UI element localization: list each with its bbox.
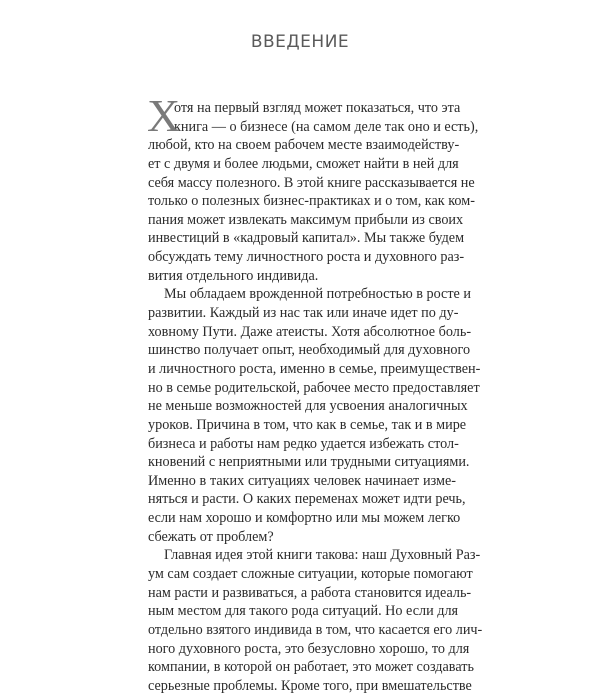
text-line: бизнеса и работы нам редко удается избежать стол- <box>148 435 459 452</box>
text-line: нам расти и развиваться, а работа становится идеаль- <box>148 584 472 601</box>
chapter-title: ВВЕДЕНИЕ <box>250 32 350 52</box>
text-line: обсуждать тему личностного роста и духовного раз- <box>148 249 465 266</box>
text-line: любой, кто на своем рабочем месте взаимодейству- <box>148 137 460 154</box>
text-line: себя массу полезного. В этой книге рассказывается не <box>148 174 475 191</box>
body-text <box>147 90 483 696</box>
text-line: развитии. Каждый из нас так или иначе идет по ду- <box>148 305 459 322</box>
text-line: Мы обладаем врожденной потребностью в росте и <box>164 286 471 303</box>
text-line: ет с двумя и более людьми, сможет найти в ней для <box>148 155 459 172</box>
text-line: вития отдельного индивида. <box>148 267 319 284</box>
text-line: инвестиций в «кадровый капитал». Мы также будем <box>148 230 465 247</box>
text-line: Главная идея этой книги такова: наш Духовный Раз- <box>164 547 481 564</box>
text-line: отя на первый взгляд может показаться, что эта <box>174 100 461 116</box>
text-line: не меньше возможностей для усвоения аналогичных <box>148 398 468 415</box>
drop-cap: Х <box>147 90 181 141</box>
text-line: серьезные проблемы. Кроме того, при вмешательстве <box>148 677 472 694</box>
text-line: и личностного роста, именно в семье, преимуществен- <box>148 360 481 377</box>
text-line: уроков. Причина в том, что как в семье, так и в мире <box>148 416 467 433</box>
text-line: книга — о бизнесе (на самом деле так оно и есть), <box>174 118 479 135</box>
text-line: сбежать от проблем? <box>148 528 274 545</box>
text-line: только о полезных бизнес-практиках и о том, как ком- <box>148 193 475 210</box>
text-line: ного духовного роста, это безусловно хорошо, то для <box>148 640 470 657</box>
text-line: ховному Пути. Даже атеисты. Хотя абсолютное боль- <box>148 323 472 340</box>
text-line: Именно в таких ситуациях человек начинает изме- <box>148 472 456 489</box>
text-line: няться и расти. О каких переменах может идти речь, <box>148 491 466 508</box>
text-line: кновений с неприятными или трудными ситуациями. <box>148 454 470 471</box>
text-line: пания может извлекать максимум прибыли из своих <box>148 211 464 228</box>
text-line: но в семье родительской, рабочее место предоставляет <box>148 379 480 396</box>
text-line: ум сам создает сложные ситуации, которые помогают <box>148 566 473 583</box>
text-line: компании, в которой он работает, это может создавать <box>148 659 474 676</box>
text-line: ным местом для такого рода ситуаций. Но если для <box>148 603 459 620</box>
text-line: если нам хорошо и комфортно или мы можем легко <box>148 510 461 527</box>
text-line: шинство получает опыт, необходимый для духовного <box>148 342 471 359</box>
text-line: отдельно взятого индивида в том, что касается его лич- <box>148 621 483 638</box>
